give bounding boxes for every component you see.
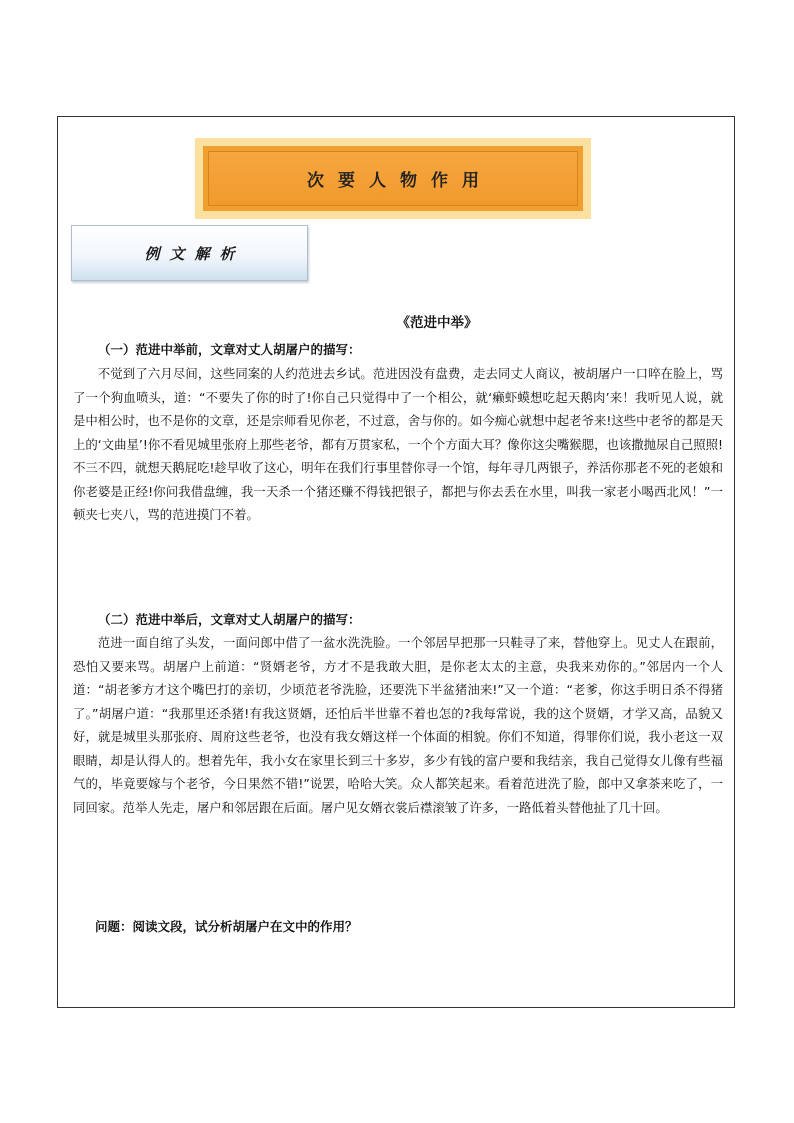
question-text: 问题：阅读文段，试分析胡屠户在文中的作用？: [95, 919, 358, 934]
section-1-heading: （一）范进中举前，文章对丈人胡屠户的描写：: [98, 342, 361, 357]
section-2-body: 范进一面自绾了头发，一面问郎中借了一盆水洗洗脸。一个邻居早把那一只鞋寻了来，替他穿上。见丈人在跟前，恐怕又要来骂。胡屠户上前道：“贤婿老爷，方才不是我敢大胆，是你老太太的主意，央我来劝你的。”邻居内一个人道：“胡老爹方才这个嘴巴打的亲切，少顷范老爷洗脸，还要洗下半盆猪油来!”又一个道：“老爹，你这手明日杀不得猪了。”胡屠户道：“我那里还杀猪!有我这贤婿，还怕后半世靠不着也怎的?我每常说，我的这个贤婿，才学又高，品貌又好，就是城里头那张府、周府这些老爷，也没有我女婿这样一个体面的相貌。你们不知道，得罪你们说，我小老这一双眼睛，却是认得人的。想着先年，我小女在家里长到三十多岁，多少有钱的富户要和我结亲，我自己觉得女儿像有些福气的，毕竟要嫁与个老爷，今日果然不错!”说罢，哈哈大笑。众人都笑起来。看着范进洗了脸，郎中又拿茶来吃了，一同回家。范举人先走，屠户和邻居跟在后面。屠户见女婿衣裳后襟滚皱了许多，一路低着头替他扯了几十回。: [73, 635, 723, 815]
section-tab: [71, 225, 308, 281]
section-tab-label: 例文解析: [144, 244, 245, 263]
document-title: 《范进中举》: [396, 315, 478, 331]
document-frame: [57, 116, 735, 1008]
section-1-body: 不觉到了六月尽间，这些同案的人约范进去乡试。范进因没有盘费，走去同丈人商议，被胡屠户一口啐在脸上，骂了一个狗血喷头，道：“不要失了你的时了!你自己只觉得中了一个相公，就‘癞虾蟆想吃起天鹅肉’来！我听见人说，就是中相公时，也不是你的文章，还是宗师看见你老，不过意，舍与你的。如今痴心就想中起老爷来!这些中老爷的都是天上的‘文曲星’!你不看见城里张府上那些老爷，都有万贯家私，一个个方面大耳？像你这尖嘴猴腮，也该撒抛尿自己照照!不三不四，就想天鹅屁吃!趁早收了这心，明年在我们行事里替你寻一个馆，每年寻几两银子，养活你那老不死的老娘和你老婆是正经!你问我借盘缠，我一天杀一个猪还赚不得钱把银子，都把与你去丢在水里，叫我一家老小喝西北风！”一顿夹七夹八，骂的范进摸门不着。: [73, 366, 723, 522]
page-title: 次要人物作用: [307, 171, 493, 191]
section-2-heading: （二）范进中举后，文章对丈人胡屠户的描写：: [98, 612, 361, 627]
title-banner: [195, 138, 591, 219]
